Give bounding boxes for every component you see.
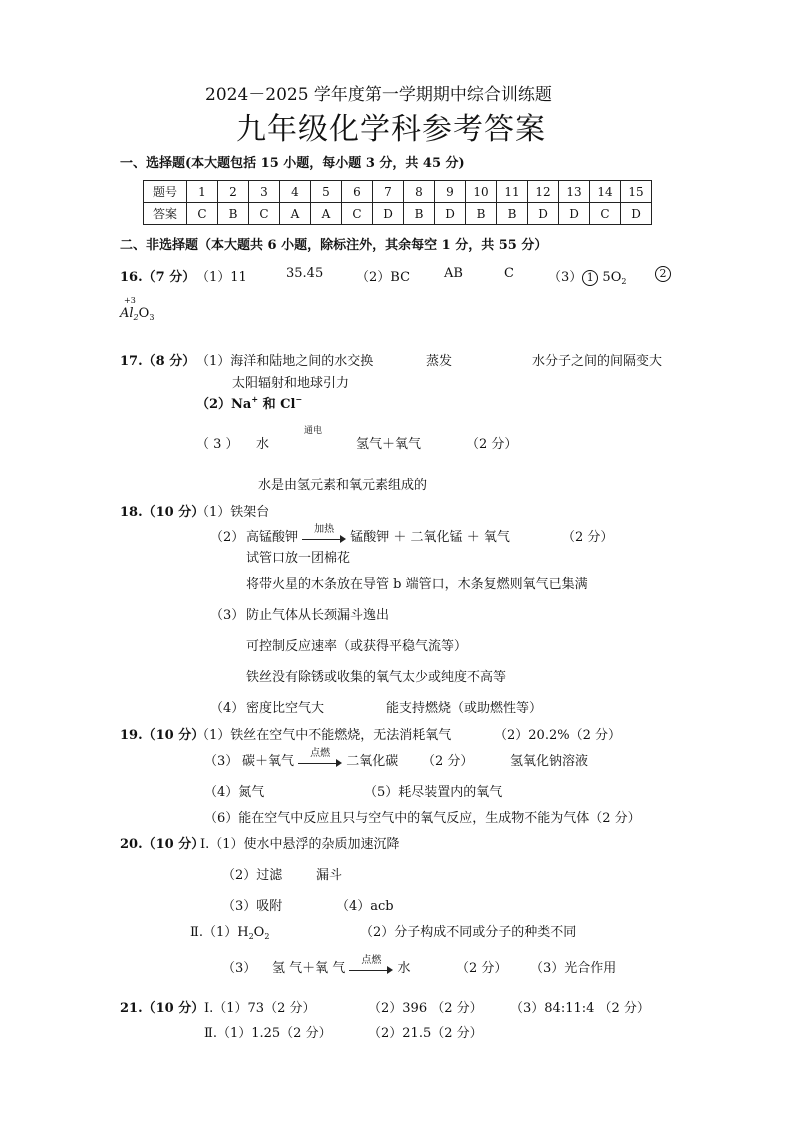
circled-number-2: 2 [655,266,671,282]
q16-part2-c: C [504,266,514,281]
q17-line2: 太阳辐射和地球引力 [232,376,350,391]
q19-line2-e: 氢氧化钠溶液 [510,754,589,769]
q16-formula-5o2: $5O_2$ [602,270,627,286]
page-header-title: 2024－2025 学年度第一学期期中综合训练题 [205,85,552,105]
table-cell: B [404,203,435,225]
table-cell: 10 [466,181,497,203]
q18-line8-c: 能支持燃烧（或助燃性等） [386,701,543,716]
table-cell: C [187,203,218,225]
q16-part2-b: AB [444,266,463,281]
q17-line5: 水是由氢元素和氧元素组成的 [258,478,428,493]
table-cell: 4 [280,181,311,203]
table-cell: B [218,203,249,225]
q16-part3-label: （3） [548,270,583,285]
table-cell: 2 [218,181,249,203]
table-cell: B [466,203,497,225]
q19-line4: （6）能在空气中反应且只与空气中的氧气反应，生成物不能为气体（2 分） [204,811,641,826]
question-19-label: 19.（10 分） [120,728,205,743]
answer-table [143,180,652,225]
q18-line8-a: （4） [210,701,245,716]
table-cell: 9 [435,181,466,203]
q20-line5-e: （3）光合作用 [530,961,617,976]
table-cell: 11 [497,181,528,203]
q17-line4-b: 水 [256,437,270,452]
table-row-label: 答案 [144,203,187,225]
table-cell: A [311,203,342,225]
q18-line6: 可控制反应速率（或获得平稳气流等） [246,639,468,654]
q20-line3-b: （4）acb [336,899,394,914]
table-cell: D [621,203,652,225]
q17-line4-d: （2 分） [466,437,518,452]
q18-line5-b: 防止气体从长颈漏斗逸出 [246,608,390,623]
q20-line4-b: （2）分子构成不同或分子的种类不同 [360,925,577,940]
q17-line4-c: 氢气＋氧气 [356,437,422,452]
q20-equation: 氢 气＋氧 气 点燃 水 [272,954,411,976]
q21-line2-b: （2）21.5（2 分） [368,1026,483,1041]
q17-line3: （2）Na+ 和 Cl− [196,394,303,412]
reaction-arrow: 加热 [302,532,346,544]
q19-line3-b: （5）耗尽装置内的氧气 [364,785,503,800]
table-cell: 8 [404,181,435,203]
table-cell: A [280,203,311,225]
question-20-label: 20.（10 分） [120,837,205,852]
q20-line5-a: （3） [222,961,257,976]
q16-part2: （2）BC [356,270,411,285]
page-title: 九年级化学科参考答案 [236,112,546,147]
table-cell: 15 [621,181,652,203]
q18-equation: 高锰酸钾 加热 锰酸钾 ＋ 二氧化锰 ＋ 氧气 [246,523,510,545]
q18-line1: （1）铁架台 [196,505,270,520]
question-16-label: 16.（7 分） [120,270,196,285]
q16-part3 [548,266,626,286]
q19-line2-a: （3） [204,754,239,769]
q19-equation: 碳＋氧气 点燃 二氧化碳 [242,747,399,769]
q17-line1-c: 水分子之间的间隔变大 [532,354,663,369]
q19-line2-score: （2 分） [422,754,474,769]
q18-line2-score: （2 分） [562,530,614,545]
reaction-arrow: 点燃 [349,963,393,975]
q21-line1-a: Ⅰ.（1）73（2 分） [204,1001,316,1016]
table-cell: 12 [528,181,559,203]
table-cell: 3 [249,181,280,203]
q16-formula-al2o3: +3 $Al_2O_3$ [120,296,155,322]
q20-line4-a: $Ⅱ.(1)H_2O_2$ [190,925,270,941]
q20-line2-a: （2）过滤 [222,868,283,883]
q18-line2-a: （2） [210,530,245,545]
q19-line3-a: （4）氮气 [204,785,265,800]
circled-number-1: 1 [582,270,598,286]
table-cell: 5 [311,181,342,203]
q18-line4: 将带火星的木条放在导管 b 端管口，木条复燃则氧气已集满 [246,577,588,592]
section-heading-choice: 一、选择题(本大题包括 15 小题，每小题 3 分，共 45 分) [120,156,465,171]
reaction-arrow: 点燃 [298,756,342,768]
q19-line1-b: （2）20.2%（2 分） [494,728,621,743]
table-row-numbers [144,181,652,203]
table-cell: 7 [373,181,404,203]
q16-part1: （1）11 [196,270,247,285]
table-row-label: 题号 [144,181,187,203]
q21-line1-c: （3）84:11:4 （2 分） [510,1001,650,1016]
table-cell: 6 [342,181,373,203]
q19-line1-a: （1）铁丝在空气中不能燃烧，无法消耗氧气 [196,728,452,743]
q21-line1-b: （2）396 （2 分） [368,1001,483,1016]
q20-line1: Ⅰ.（1）使水中悬浮的杂质加速沉降 [200,837,400,852]
question-18-label: 18.（10 分） [120,505,205,520]
table-cell: D [528,203,559,225]
table-cell: 14 [590,181,621,203]
q17-condition-electrolysis: 通电 [304,426,323,436]
q20-line3-a: （3）吸附 [222,899,283,914]
q18-line5-a: （3） [210,608,245,623]
table-cell: C [590,203,621,225]
question-17-label: 17.（8 分） [120,354,196,369]
table-row-answers [144,203,652,225]
q21-line2-a: Ⅱ.（1）1.25（2 分） [204,1026,332,1041]
q18-line7: 铁丝没有除锈或收集的氧气太少或纯度不高等 [246,670,507,685]
table-cell: C [249,203,280,225]
table-cell: D [559,203,590,225]
q20-line5-score: （2 分） [456,961,508,976]
table-cell: C [342,203,373,225]
q16-part1-b: 35.45 [286,266,324,281]
q17-line1-b: 蒸发 [426,354,453,369]
table-cell: D [435,203,466,225]
q20-line2-b: 漏斗 [316,868,343,883]
q18-line3: 试管口放一团棉花 [246,551,351,566]
section-heading-nonchoice: 二、非选择题（本大题共 6 小题，除标注外，其余每空 1 分，共 55 分） [120,238,548,253]
q17-line4-a: （ 3 ） [196,437,239,452]
table-cell: 1 [187,181,218,203]
q18-line8-b: 密度比空气大 [246,701,325,716]
q17-line1-a: （1）海洋和陆地之间的水交换 [196,354,374,369]
table-cell: B [497,203,528,225]
question-21-label: 21.（10 分） [120,1001,205,1016]
table-cell: D [373,203,404,225]
table-cell: 13 [559,181,590,203]
